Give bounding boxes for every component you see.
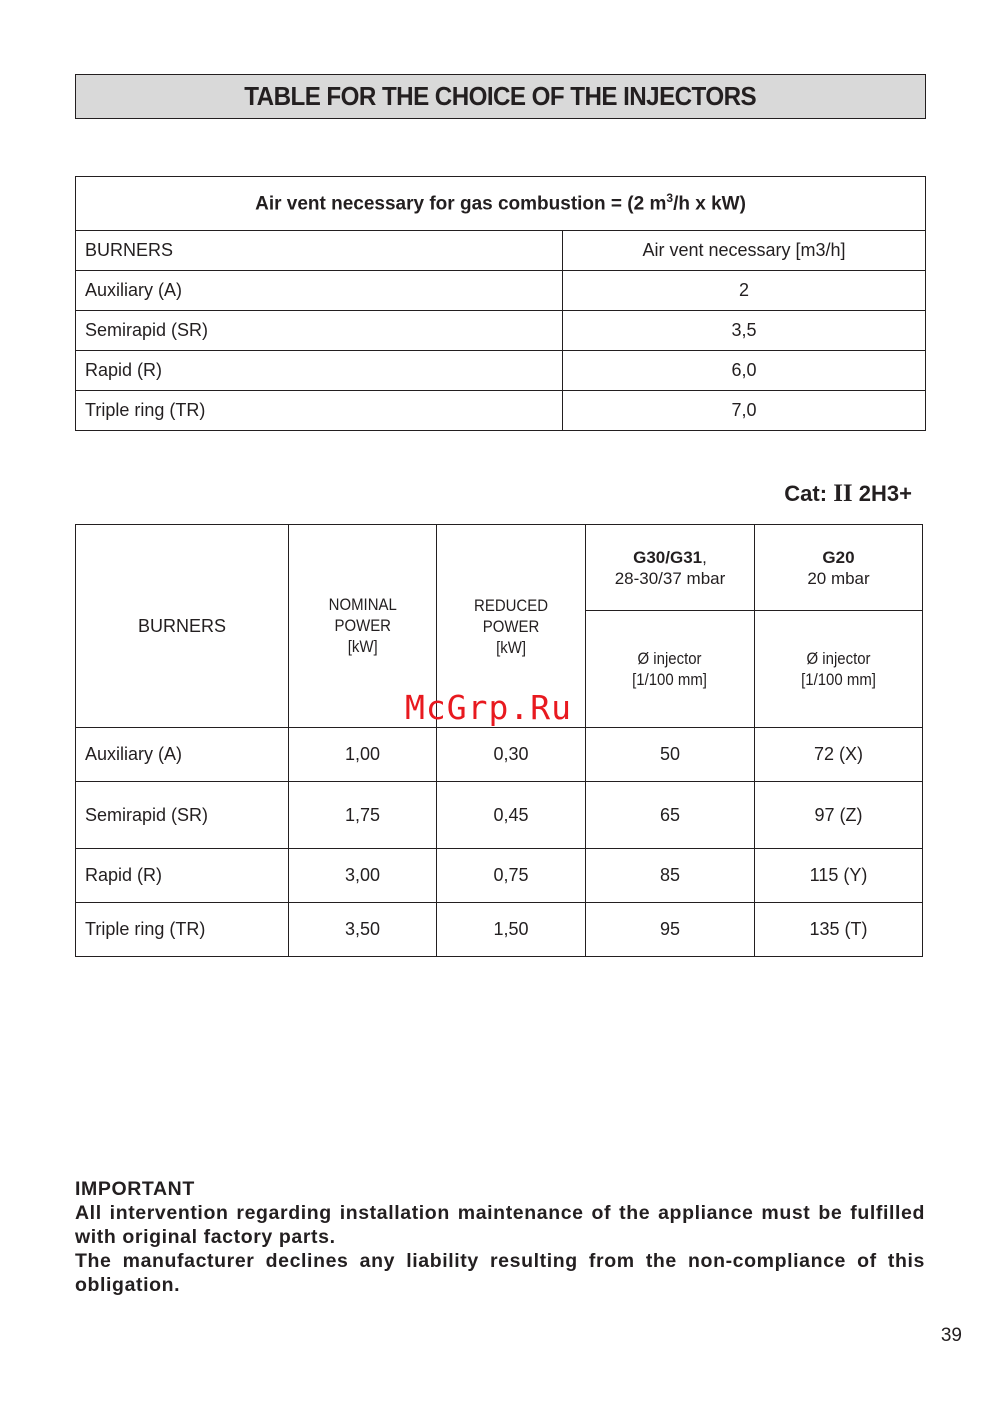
injector-g20-value: 72 (X) — [755, 728, 923, 782]
col-header-injector-g30: Ø injector [1/100 mm] — [586, 611, 755, 728]
col-header-burners: BURNERS — [76, 525, 289, 728]
injector-g20-value: 135 (T) — [755, 903, 923, 957]
col-header-burners: BURNERS — [76, 231, 563, 271]
col-header-nominal-power: NOMINAL POWER [kW] — [289, 525, 437, 728]
nominal-power-value: 1,00 — [289, 728, 437, 782]
page-number: 39 — [940, 1325, 962, 1346]
col-header-reduced-power: REDUCED POWER [kW] — [437, 525, 586, 728]
reduced-power-value: 1,50 — [437, 903, 586, 957]
air-vent-value: 7,0 — [563, 391, 926, 431]
page-title-box — [75, 74, 926, 119]
nominal-power-value: 3,50 — [289, 903, 437, 957]
nominal-power-value: 3,00 — [289, 849, 437, 903]
air-vent-table-heading-row — [76, 177, 926, 231]
burner-name: Auxiliary (A) — [76, 728, 289, 782]
col-header-injector-g20: Ø injector [1/100 mm] — [755, 611, 923, 728]
injector-g20-value: 115 (Y) — [755, 849, 923, 903]
air-vent-table — [75, 176, 926, 431]
table-row — [76, 311, 926, 351]
air-vent-table-header-row — [76, 231, 926, 271]
reduced-power-value: 0,30 — [437, 728, 586, 782]
injector-g20-value: 97 (Z) — [755, 782, 923, 849]
reduced-power-value: 0,45 — [437, 782, 586, 849]
table-row — [76, 849, 923, 903]
col-header-air-vent: Air vent necessary [m3/h] — [563, 231, 926, 271]
reduced-power-value: 0,75 — [437, 849, 586, 903]
burner-name: Semirapid (SR) — [76, 782, 289, 849]
injector-g30-value: 95 — [586, 903, 755, 957]
col-header-gas-g20: G20 20 mbar — [755, 525, 923, 611]
air-vent-value: 3,5 — [563, 311, 926, 351]
gas-category: Cat: II 2H3+ — [784, 480, 912, 507]
burner-name: Rapid (R) — [76, 849, 289, 903]
injector-table — [75, 524, 923, 957]
table-row — [76, 351, 926, 391]
important-heading: IMPORTANT — [75, 1178, 195, 1200]
burner-name: Triple ring (TR) — [76, 391, 563, 431]
col-header-gas-g30-g31: G30/G31, 28-30/37 mbar — [586, 525, 755, 611]
watermark: McGrp.Ru — [405, 688, 572, 727]
injector-g30-value: 65 — [586, 782, 755, 849]
table-row — [76, 391, 926, 431]
air-vent-value: 6,0 — [563, 351, 926, 391]
table-row — [76, 271, 926, 311]
burner-name: Semirapid (SR) — [76, 311, 563, 351]
important-line-1: All intervention regarding installation maintenance of the appliance must be fulfilled with original factory parts. — [75, 1202, 925, 1248]
important-line-2: The manufacturer declines any liability resulting from the non-compliance of this obligation. — [75, 1250, 925, 1296]
burner-name: Triple ring (TR) — [76, 903, 289, 957]
burner-name: Rapid (R) — [76, 351, 563, 391]
injector-g30-value: 50 — [586, 728, 755, 782]
air-vent-table-heading: Air vent necessary for gas combustion = (2 $m^3/h$ x kW) — [76, 177, 926, 231]
burner-name: Auxiliary (A) — [76, 271, 563, 311]
nominal-power-value: 1,75 — [289, 782, 437, 849]
table-row — [76, 782, 923, 849]
air-vent-value: 2 — [563, 271, 926, 311]
injector-table-header-row — [76, 525, 923, 611]
page-title: TABLE FOR THE CHOICE OF THE INJECTORS — [244, 81, 757, 111]
important-notice — [75, 1177, 925, 1297]
injector-g30-value: 85 — [586, 849, 755, 903]
table-row — [76, 903, 923, 957]
table-row — [76, 728, 923, 782]
